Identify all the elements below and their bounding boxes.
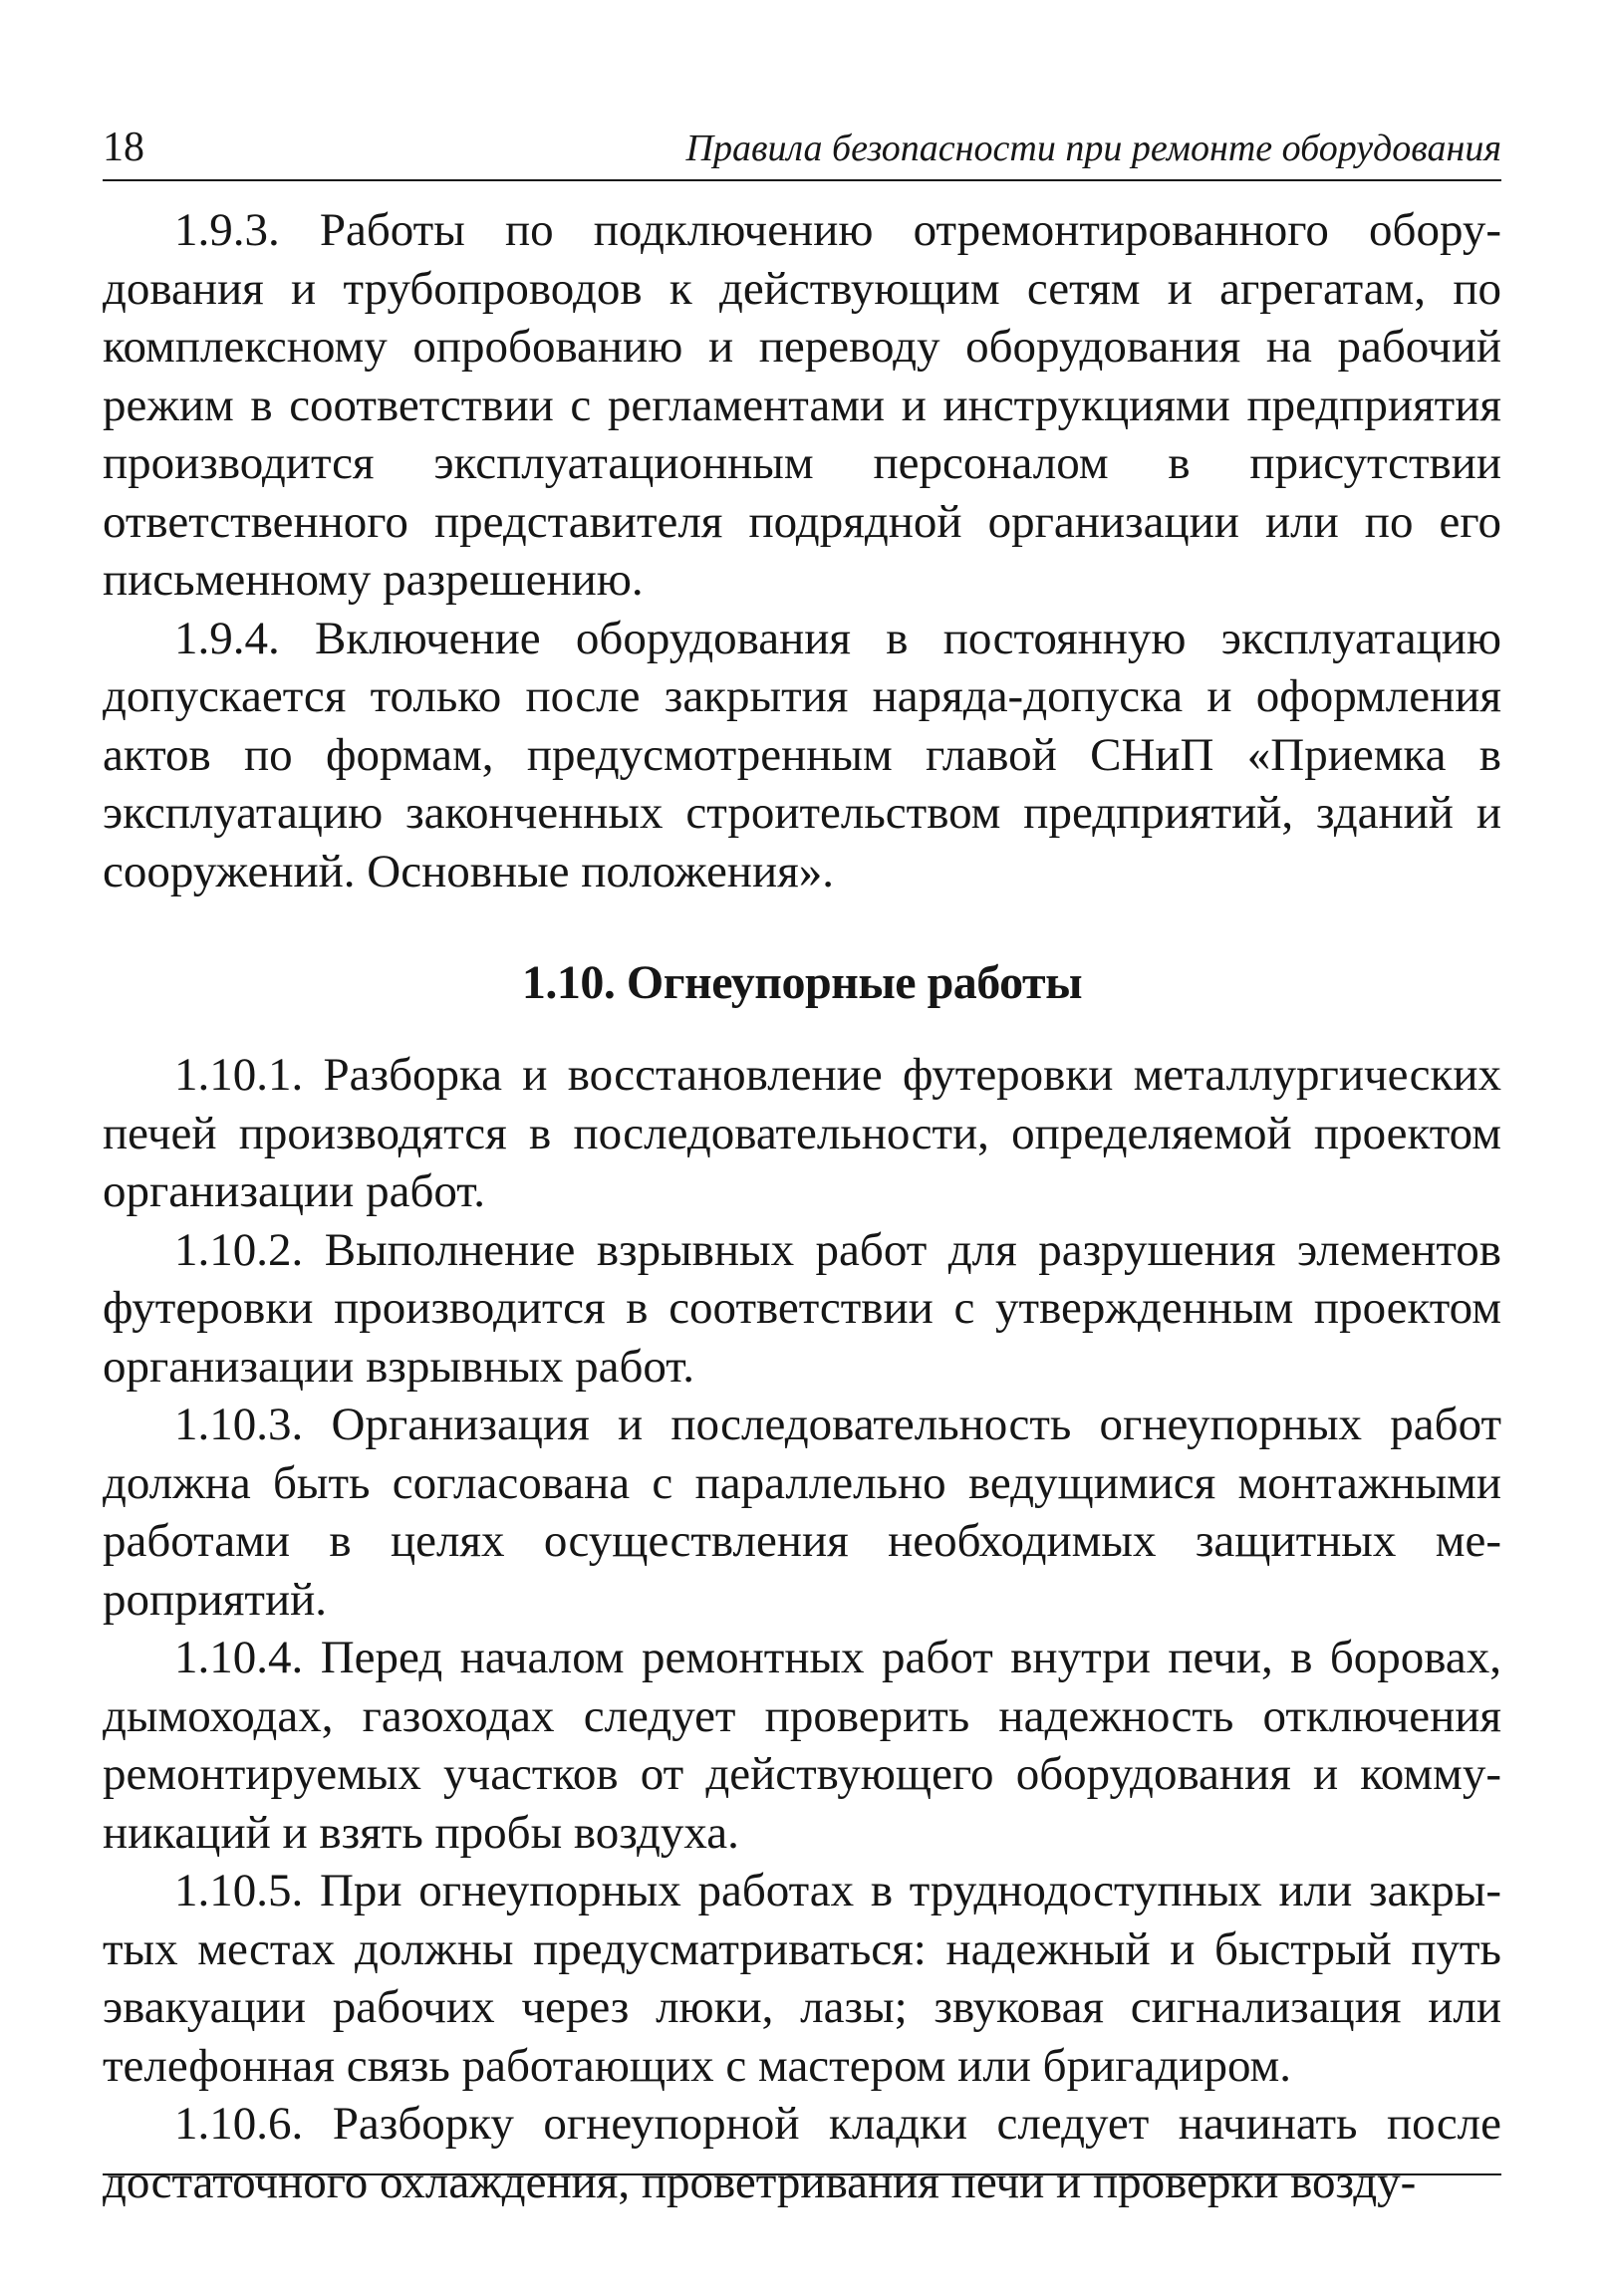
section-heading: 1.10. Огнеупорные работы (521, 956, 1083, 1009)
paragraph-1-9-3: 1.9.3. Работы по подключению отремонтированного оборудования и трубопроводов к действующим сетям и агрегатам, по комплексному опробованию и переводу оборудования на рабочий режим в соответствии с регламентами и инструкциями предприятия производится эксплуатационным персоналом в присутствии ответственного представителя подрядной организации или по его письменному разрешению. (103, 204, 1501, 606)
running-header (103, 118, 1501, 181)
page-body (103, 201, 1501, 2211)
paragraph-1-10-2: 1.10.2. Выполнение взрывных работ для разрушения элементов футеровки производится в соответствии с утвержденным проектом организации взрывных работ. (103, 1223, 1501, 1393)
paragraph-1-9-4: 1.9.4. Включение оборудования в постоянную эксплуатацию допускается только после закрытия наряда-допуска и оформления актов по формам, предусмотренным главой СНиП «Приемка в эксплуатацию законченных строительством предприятий, зданий и сооружений. Основные положения». (103, 612, 1501, 897)
paragraph-1-10-4: 1.10.4. Перед началом ремонтных работ внутри печи, в боровах, дымоходах, газоходах следует проверить надежность отключения ремонтируемых участков от действующего оборудования и коммуникаций и взять пробы воздуха. (103, 1632, 1501, 1859)
page-number: 18 (103, 125, 144, 170)
paragraph-1-10-6: 1.10.6. Разборку огнеупорной кладки следует начинать после достаточного охлаждения, проветривания печи и проверки возду- (103, 2098, 1501, 2208)
paragraph-1-10-5: 1.10.5. При огнеупорных работах в труднодоступных или закрытых местах должны предусматриваться: надежный и быстрый путь эвакуации рабочих через люки, лазы; звуковая сигнализация или телефонная связь работающих с мастером или бригадиром. (103, 1865, 1501, 2092)
book-page (103, 118, 1501, 2208)
paragraph-1-10-1: 1.10.1. Разборка и восстановление футеровки металлургических печей производятся в последовательности, определяемой проектом организации работ. (103, 1049, 1501, 1217)
footer-rule (103, 2173, 1501, 2175)
paragraph-1-10-3: 1.10.3. Организация и последовательность огнеупорных работ должна быть согласована с параллельно ведущимися монтажными работами в целях осуществления необходимых защитных мероприятий. (103, 1399, 1501, 1626)
running-title: Правила безопасности при ремонте оборудования (685, 128, 1501, 169)
